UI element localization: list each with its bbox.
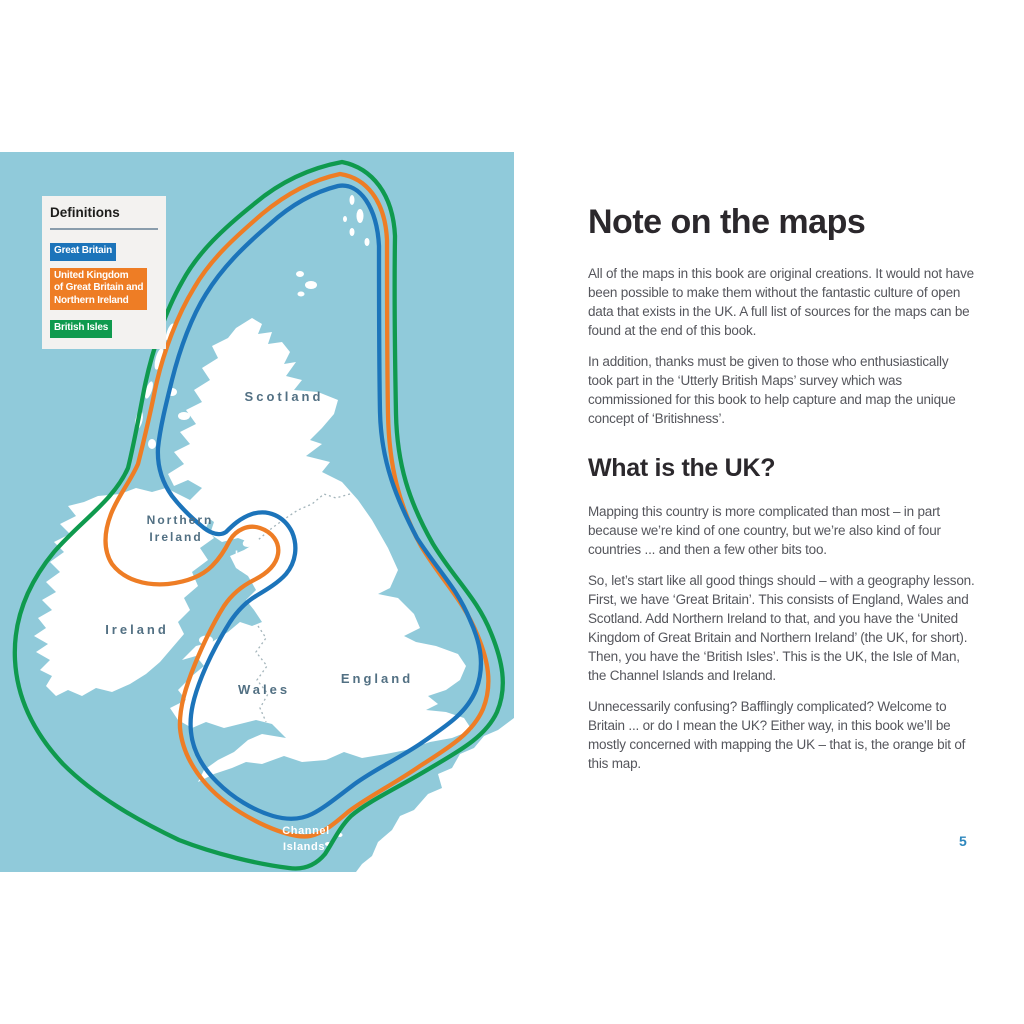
map-label-ireland: Ireland xyxy=(105,622,169,637)
page-title: Note on the maps xyxy=(588,203,866,241)
legend-chip-united-kingdom-line3: Northern Ireland xyxy=(54,294,129,306)
page-number: 5 xyxy=(959,833,967,849)
legend-items xyxy=(50,240,158,338)
map-label-isle-of-man-line2: Man xyxy=(239,562,263,574)
legend-chip-british-isles-label: British Isles xyxy=(54,322,109,333)
map-label-northern-ireland-line1: Northern xyxy=(146,513,214,527)
legend-chip-british-isles xyxy=(50,320,112,338)
legend-chip-united-kingdom-line2: of Great Britain and xyxy=(54,282,144,293)
article-column xyxy=(588,204,976,785)
map-label-isle-of-man-line1: Isle of xyxy=(235,549,271,561)
map-legend xyxy=(42,196,166,349)
map-panel xyxy=(0,152,514,872)
intro-paragraph-1: All of the maps in this book are original creations. It would not have been possible to make them without the fantastic culture of open data that exists in the UK. A full list of sources for the maps can be found at the end of this book. xyxy=(588,265,974,338)
legend-chip-united-kingdom-line1: United Kingdom xyxy=(54,269,129,281)
legend-chip-great-britain-label: Great Britain xyxy=(54,245,112,256)
body-paragraph-2: So, let’s start like all good things should – with a geography lesson. First, we have ‘Great Britain’. This consists of England, Wales and Scotland. Add Northern Ireland to that, and you have the ‘United Kingdom of Great Britain and Northern Ireland’ (the UK, for short). Then, you have the ‘British Isles’. This is the UK, the Isle of Man, the Channel Islands and Ireland. xyxy=(588,572,975,683)
map-label-england: England xyxy=(340,671,414,686)
map-label-northern-ireland-line2: Ireland xyxy=(149,530,203,544)
map-label-wales: Wales xyxy=(237,682,291,697)
section-heading: What is the UK? xyxy=(588,453,776,482)
legend-title: Definitions xyxy=(50,205,158,230)
map-label-scotland: Scotland xyxy=(244,389,324,404)
legend-chip-united-kingdom xyxy=(50,268,147,311)
map-label-channel-islands-line1: Channel xyxy=(282,825,330,837)
intro-paragraph-2: In addition, thanks must be given to those who enthusiastically took part in the ‘Utterly British Maps’ survey which was commissioned for this book to help capture and map the unique concept of ‘Britishness’. xyxy=(588,353,956,426)
body-paragraph-1: Mapping this country is more complicated than most – in part because we’re kind of one country, but we’re also kind of four countries ... and then a few other bits too. xyxy=(588,503,941,557)
map-label-channel-islands-line2: Islands xyxy=(282,841,326,853)
legend-item-british-isles xyxy=(50,317,158,338)
legend-item-united-kingdom xyxy=(50,268,158,311)
legend-chip-great-britain xyxy=(50,243,116,261)
body-paragraph-3: Unnecessarily confusing? Bafflingly complicated? Welcome to Britain ... or do I mean the UK? Either way, in this book we’ll be mostly concerned with mapping the UK – that is, the orange bit of this map. xyxy=(588,698,966,771)
legend-item-great-britain xyxy=(50,240,158,261)
